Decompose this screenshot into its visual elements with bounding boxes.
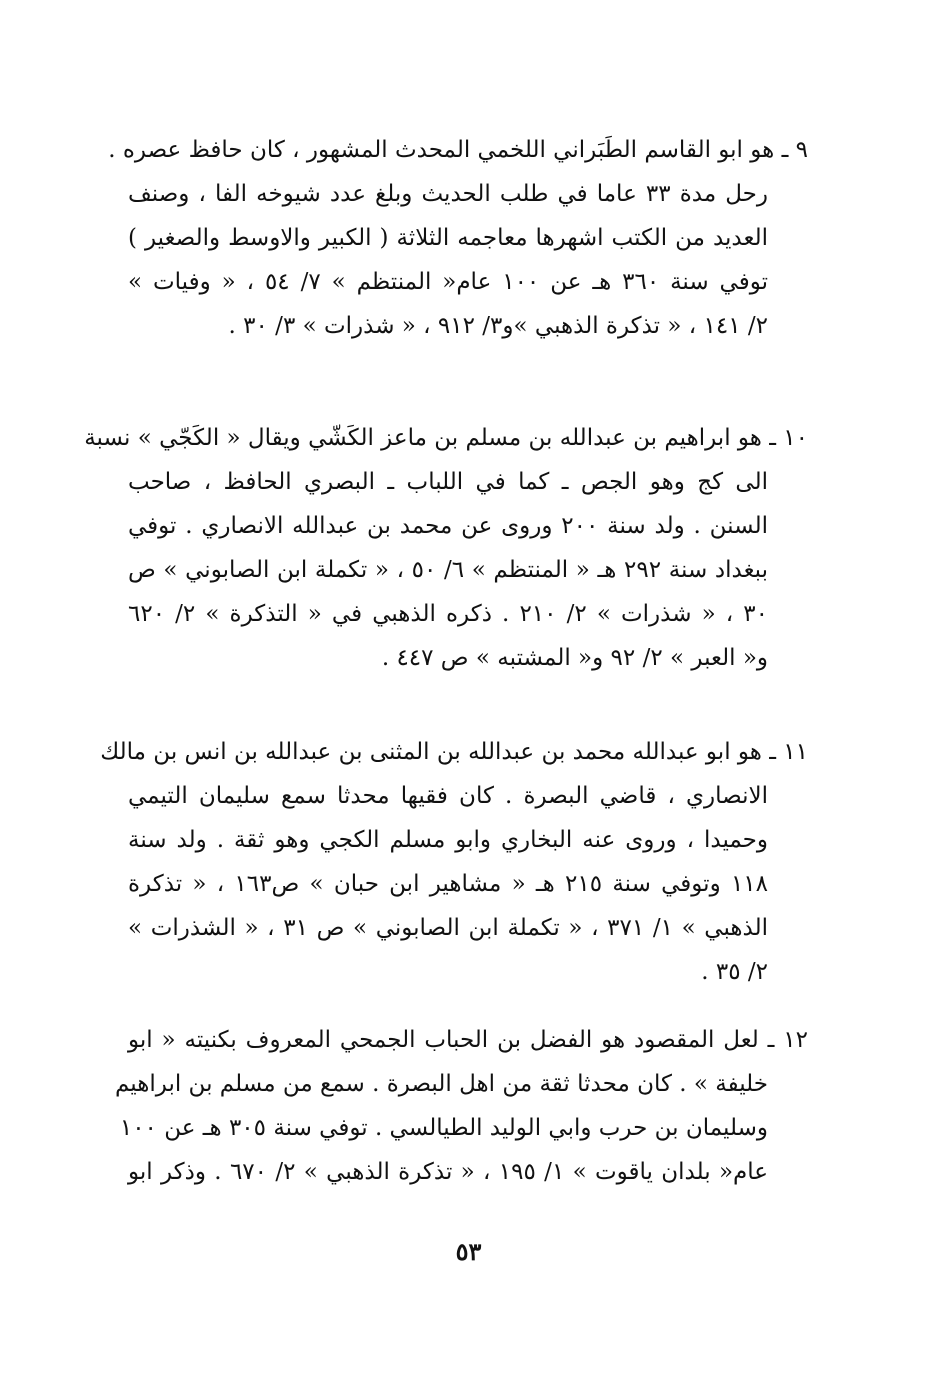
footnote-line: ١١٨ وتوفي سنة ٢١٥ هـ « مشاهير ابن حبان » ص١٦٣ ، « تذكرة [128, 871, 769, 897]
footnote-line: ١١ ـ هو ابو عبدالله محمد بن عبدالله بن المثنى بن عبدالله بن انس بن مالك [100, 739, 808, 765]
footnote-line: ٢/ ١٤١ ، « تذكرة الذهبي »و٣/ ٩١٢ ، « شذرات » ٣/ ٣٠ . [228, 313, 768, 339]
footnote-line: ٢/ ٣٥ . [701, 959, 768, 985]
footnote-line: وحميدا ، وروى عنه البخاري وابو مسلم الكجي وهو ثقة . ولد سنة [128, 827, 768, 853]
footnote-line: الى كج وهو الجص ـ كما في اللباب ـ البصري الحافظ ، صاحب [128, 469, 768, 495]
footnote-9 [108, 128, 808, 348]
footnote-line: ببغداد سنة ٢٩٢ هـ « المنتظم » ٦/ ٥٠ ، « تكملة ابن الصابوني » ص [128, 557, 769, 583]
footnote-line: خليفة » . كان محدثا ثقة من اهل البصرة . سمع من مسلم بن ابراهيم [115, 1071, 768, 1097]
footnote-line: و« العبر » ٢/ ٩٢ و« المشتبه » ص ٤٤٧ . [381, 645, 768, 671]
footnote-line: ١٠ ـ هو ابراهيم بن عبدالله بن مسلم بن ماعز الكَشّي ويقال « الكَجّي » نسبة [84, 425, 808, 451]
footnote-line: السنن . ولد سنة ٢٠٠ وروى عن محمد بن عبدالله الانصاري . توفي [128, 513, 768, 539]
footnote-line: الانصاري ، قاضي البصرة . كان فقيها محدثا سمع سليمان التيمي [128, 783, 768, 809]
footnote-10 [84, 416, 808, 680]
footnote-11 [100, 730, 808, 994]
footnote-line: ٩ ـ هو ابو القاسم الطَبَراني اللخمي المحدث المشهور ، كان حافظ عصره . [108, 137, 808, 163]
footnote-line: الذهبي » ١/ ٣٧١ ، « تكملة ابن الصابوني » ص ٣١ ، « الشذرات » [128, 915, 769, 941]
footnote-line: وسليمان بن حرب وابي الوليد الطيالسي . توفي سنة ٣٠٥ هـ عن ١٠٠ [119, 1115, 768, 1141]
footnote-line: ٣٠ ، « شذرات » ٢/ ٢١٠ . ذكره الذهبي في « التذكرة » ٢/ ٦٢٠ [128, 601, 769, 627]
footnote-line: ١٢ ـ لعل المقصود هو الفضل بن الحباب الجمحي المعروف بكنيته « ابو [128, 1027, 808, 1053]
footnote-line: توفي سنة ٣٦٠ هـ عن ١٠٠ عام« المنتظم » ٧/ ٥٤ ، « وفيات » [128, 269, 769, 295]
footnote-12 [115, 1018, 808, 1194]
footnote-line: العديد من الكتب اشهرها معاجمه الثلاثة ( الكبير والاوسط والصغير ) [128, 225, 768, 251]
footnote-line: عام« بلدان ياقوت » ١/ ١٩٥ ، « تذكرة الذهبي » ٢/ ٦٧٠ . وذكر ابو [128, 1159, 768, 1185]
footnote-line: رحل مدة ٣٣ عاما في طلب الحديث وبلغ عدد شيوخه الفا ، وصنف [128, 181, 768, 207]
page-number: ٥٣ [455, 1237, 482, 1266]
